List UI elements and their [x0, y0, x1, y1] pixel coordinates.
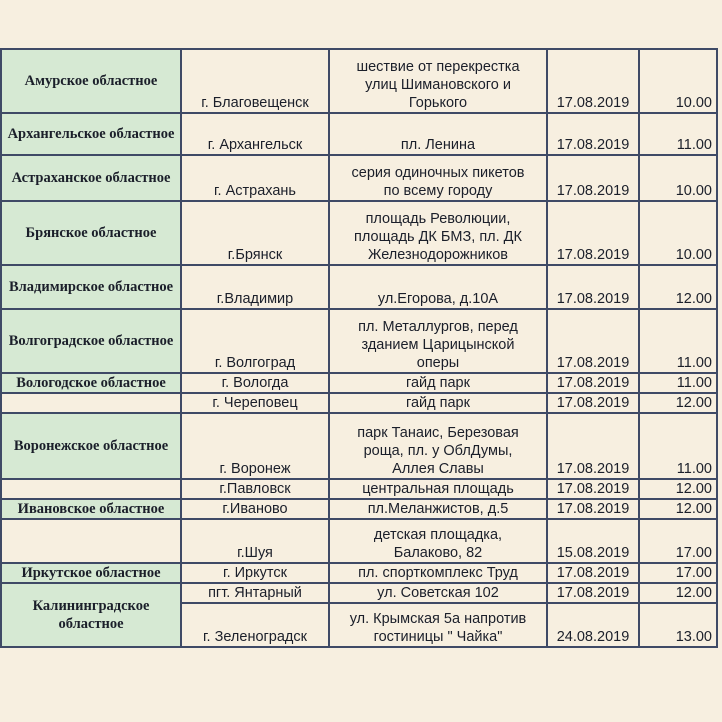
date-cell: 17.08.2019 — [547, 583, 639, 603]
time-cell: 12.00 — [639, 583, 717, 603]
table-row — [1, 201, 717, 265]
date-cell: 15.08.2019 — [547, 519, 639, 563]
time-cell: 17.00 — [639, 519, 717, 563]
time-cell: 11.00 — [639, 413, 717, 479]
time-cell: 11.00 — [639, 373, 717, 393]
city-cell: г. Зеленоградск — [181, 603, 329, 647]
date-cell: 17.08.2019 — [547, 113, 639, 155]
time-cell: 12.00 — [639, 479, 717, 499]
date-cell: 17.08.2019 — [547, 265, 639, 309]
city-cell: г.Владимир — [181, 265, 329, 309]
city-cell: г.Павловск — [181, 479, 329, 499]
place-text: площадь Революции, площадь ДК БМЗ, пл. ДК Железнодорожников — [354, 211, 522, 263]
place-text: пл. спорткомплекс Труд — [358, 565, 518, 581]
place-cell — [329, 309, 547, 373]
city-cell: г.Шуя — [181, 519, 329, 563]
table-row — [1, 49, 717, 113]
place-text: пл. Металлургов, перед зданием Царицынской оперы — [358, 319, 518, 371]
city-cell: г. Благовещенск — [181, 49, 329, 113]
table-row — [1, 113, 717, 155]
region-text: Калининградское областное — [32, 598, 150, 632]
place-text: ул.Егорова, д.10А — [377, 291, 499, 307]
region-cell — [1, 519, 181, 563]
region-cell: Амурское областное — [1, 49, 181, 113]
place-cell — [329, 201, 547, 265]
table-row — [1, 519, 717, 563]
region-cell — [1, 479, 181, 499]
city-cell: г. Иркутск — [181, 563, 329, 583]
place-cell — [329, 113, 547, 155]
time-cell: 10.00 — [639, 201, 717, 265]
city-cell: г. Волгоград — [181, 309, 329, 373]
date-cell: 17.08.2019 — [547, 49, 639, 113]
table-row — [1, 479, 717, 499]
date-cell: 17.08.2019 — [547, 479, 639, 499]
place-text: ул. Советская 102 — [377, 585, 499, 601]
city-cell: г.Брянск — [181, 201, 329, 265]
city-cell: г. Вологда — [181, 373, 329, 393]
table-row — [1, 155, 717, 201]
region-cell: Астраханское областное — [1, 155, 181, 201]
table-row — [1, 583, 717, 603]
place-text: пл. Ленина — [400, 137, 476, 153]
events-table — [0, 48, 718, 648]
city-cell: г. Воронеж — [181, 413, 329, 479]
date-cell: 17.08.2019 — [547, 393, 639, 413]
city-cell: г. Астрахань — [181, 155, 329, 201]
time-cell: 12.00 — [639, 265, 717, 309]
date-cell: 24.08.2019 — [547, 603, 639, 647]
region-cell: Владимирское областное — [1, 265, 181, 309]
time-cell: 11.00 — [639, 309, 717, 373]
table-row — [1, 413, 717, 479]
table-row — [1, 393, 717, 413]
date-cell: 17.08.2019 — [547, 373, 639, 393]
city-cell: г. Череповец — [181, 393, 329, 413]
place-text: центральная площадь — [362, 481, 514, 497]
place-cell — [329, 265, 547, 309]
place-text: гайд парк — [406, 375, 470, 391]
region-cell — [1, 583, 181, 647]
place-cell — [329, 373, 547, 393]
place-cell — [329, 393, 547, 413]
city-cell: г. Архангельск — [181, 113, 329, 155]
time-cell: 12.00 — [639, 499, 717, 519]
city-cell: пгт. Янтарный — [181, 583, 329, 603]
table-row — [1, 563, 717, 583]
time-cell: 10.00 — [639, 49, 717, 113]
date-cell: 17.08.2019 — [547, 563, 639, 583]
time-cell: 11.00 — [639, 113, 717, 155]
region-cell: Брянское областное — [1, 201, 181, 265]
place-text: гайд парк — [406, 395, 470, 411]
region-cell — [1, 393, 181, 413]
time-cell: 17.00 — [639, 563, 717, 583]
region-cell: Вологодское областное — [1, 373, 181, 393]
place-text: парк Танаис, Березовая роща, пл. у ОблДумы, Аллея Славы — [357, 425, 519, 477]
time-cell: 13.00 — [639, 603, 717, 647]
place-cell — [329, 155, 547, 201]
date-cell: 17.08.2019 — [547, 499, 639, 519]
region-cell: Архангельское областное — [1, 113, 181, 155]
place-text: ул. Крымская 5а напротив гостиницы " Чайка" — [349, 611, 527, 645]
date-cell: 17.08.2019 — [547, 155, 639, 201]
date-cell: 17.08.2019 — [547, 413, 639, 479]
region-cell: Иркутское областное — [1, 563, 181, 583]
place-cell — [329, 479, 547, 499]
place-cell — [329, 583, 547, 603]
place-cell — [329, 603, 547, 647]
place-text: серия одиночных пикетов по всему городу — [351, 165, 525, 199]
date-cell: 17.08.2019 — [547, 201, 639, 265]
place-cell — [329, 519, 547, 563]
region-cell: Воронежское областное — [1, 413, 181, 479]
date-cell: 17.08.2019 — [547, 309, 639, 373]
place-cell — [329, 499, 547, 519]
time-cell: 12.00 — [639, 393, 717, 413]
place-cell — [329, 413, 547, 479]
region-cell: Ивановское областное — [1, 499, 181, 519]
place-text: детская площадка, Балаково, 82 — [373, 527, 503, 561]
place-text: пл.Меланжистов, д.5 — [367, 501, 509, 517]
place-text: шествие от перекрестка улиц Шимановского и Горького — [356, 59, 520, 111]
region-cell: Волгоградское областное — [1, 309, 181, 373]
place-cell — [329, 563, 547, 583]
table-row — [1, 309, 717, 373]
table-row — [1, 373, 717, 393]
table-row — [1, 499, 717, 519]
city-cell: г.Иваново — [181, 499, 329, 519]
place-cell — [329, 49, 547, 113]
time-cell: 10.00 — [639, 155, 717, 201]
table-row — [1, 265, 717, 309]
